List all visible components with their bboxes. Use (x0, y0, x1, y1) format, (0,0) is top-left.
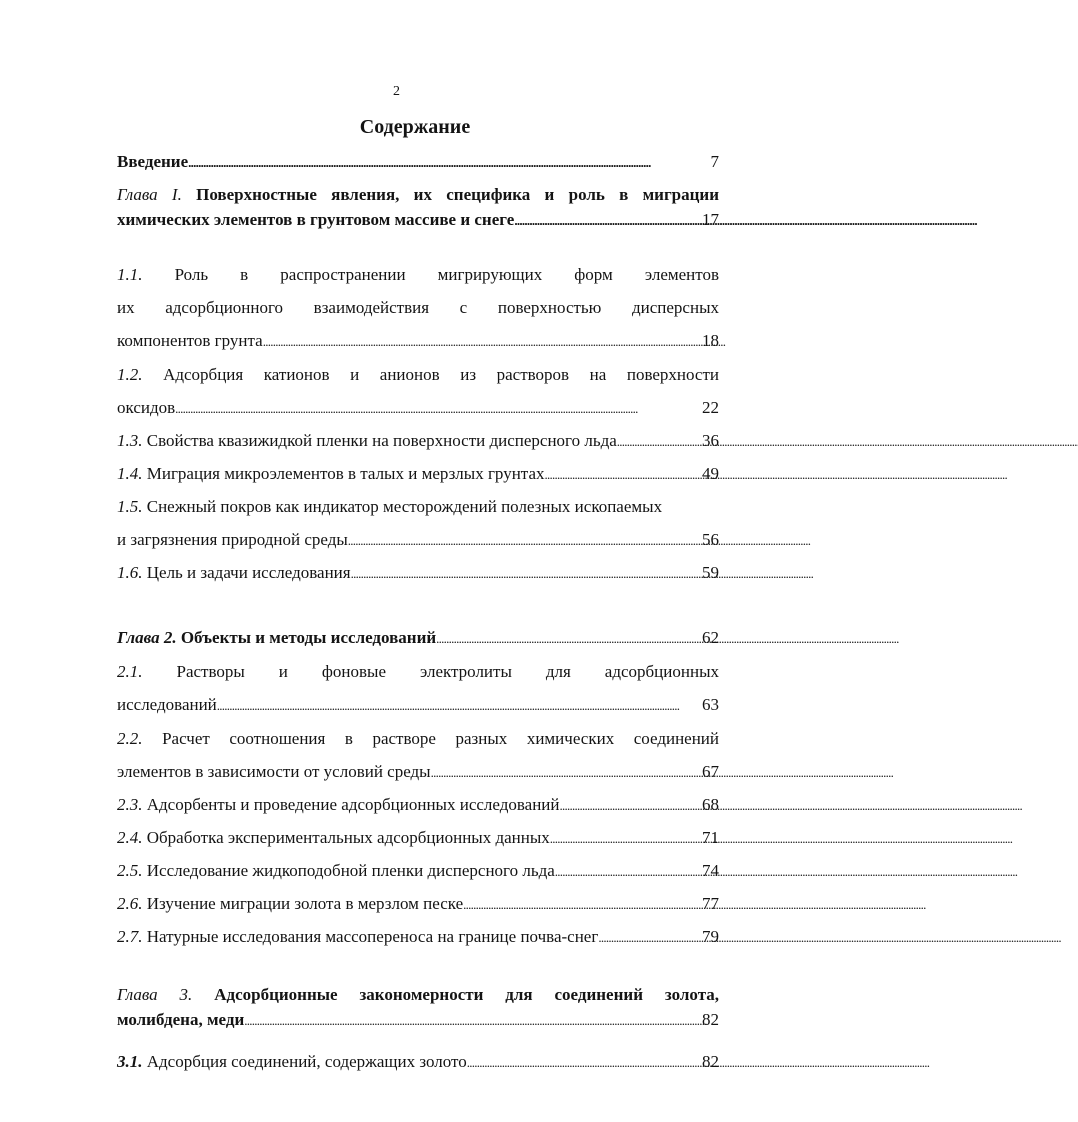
dot-leader (263, 330, 702, 353)
chapter-title: Объекты и методы исследований (180, 628, 437, 647)
dot-leader (560, 794, 702, 817)
chapter-title: Поверхностные явления, их специфика и роль в миграции (196, 185, 720, 204)
chapter-title: Адсорбционные закономерности для соединений золота, (214, 985, 720, 1004)
chapter-prefix: Глава 3. (117, 985, 193, 1004)
toc-chapter1-line1 (117, 184, 719, 206)
section-title: Снежный покров как индикатор месторождений полезных ископаемых (146, 497, 663, 516)
toc-s1_1-line3 (117, 330, 719, 352)
toc-s1_1-line1 (117, 264, 719, 286)
section-title: Свойства квазижидкой пленки на поверхности дисперсного льда (146, 431, 617, 450)
section-number: 2.4. (117, 828, 143, 847)
section-number: 2.2. (117, 729, 143, 748)
section-number: 1.2. (117, 365, 143, 384)
dot-leader (348, 529, 702, 552)
toc-s1_1-line2 (117, 297, 719, 319)
section-number: 2.3. (117, 795, 143, 814)
toc-s1_5-line2 (117, 529, 719, 551)
dot-leader (463, 893, 702, 916)
toc-s1_3 (117, 430, 719, 452)
toc-page: 56 (702, 530, 719, 549)
toc-s3_1 (117, 1051, 719, 1073)
section-title: Адсорбенты и проведение адсорбционных исследований (146, 795, 560, 814)
section-number: 1.4. (117, 464, 143, 483)
toc-page: 22 (702, 398, 719, 417)
section-title: Расчет соотношения в растворе разных химических соединений (162, 729, 719, 748)
toc-page: 79 (702, 927, 719, 946)
section-title: Роль в распространении мигрирующих форм элементов (174, 265, 720, 284)
toc-chapter2 (117, 627, 719, 649)
toc-page: 82 (702, 1010, 719, 1029)
dot-leader (175, 397, 702, 420)
toc-s2_5 (117, 860, 719, 882)
section-title: Обработка экспериментальных адсорбционных данных (146, 828, 550, 847)
toc-chapter3-line1 (117, 984, 719, 1006)
dot-leader (550, 827, 702, 850)
toc-chapter1-line2 (117, 209, 719, 231)
toc-label: Введение (117, 152, 189, 171)
dot-leader (431, 761, 702, 784)
section-number: 1.5. (117, 497, 143, 516)
chapter-prefix: Глава I. (117, 185, 182, 204)
dot-leader (351, 562, 702, 585)
toc-s2_2-line1 (117, 728, 719, 750)
toc-s1_2-line2 (117, 397, 719, 419)
toc-s1_5-line1 (117, 496, 719, 518)
toc-page: 77 (702, 894, 719, 913)
section-title-cont: элементов в зависимости от условий среды (117, 762, 431, 781)
section-title: Миграция микроэлементов в талых и мерзлых грунтах (146, 464, 545, 483)
toc-s1_2-line1 (117, 364, 719, 386)
chapter-title-cont: химических элементов в грунтовом массиве и снеге (117, 210, 515, 229)
dot-leader (514, 209, 702, 232)
toc-page: 62 (702, 628, 719, 647)
section-title: Исследование жидкоподобной пленки дисперсного льда (146, 861, 555, 880)
toc-page: 71 (702, 828, 719, 847)
dot-leader (217, 694, 702, 717)
dot-leader (555, 860, 702, 883)
section-title: Адсорбция соединений, содержащих золото (146, 1052, 467, 1071)
toc-s2_6 (117, 893, 719, 915)
toc-page: 74 (702, 861, 719, 880)
toc-s2_7 (117, 926, 719, 948)
section-title: Изучение миграции золота в мерзлом песке (146, 894, 464, 913)
section-number: 2.7. (117, 927, 143, 946)
dot-leader (617, 430, 702, 453)
toc-page: 7 (710, 152, 719, 171)
section-title: Адсорбция катионов и анионов из растворов на поверхности (163, 365, 720, 384)
toc-s2_1-line1 (117, 661, 719, 683)
section-title-cont: компонентов грунта (117, 331, 263, 350)
section-number: 2.1. (117, 662, 143, 681)
toc-page: 36 (702, 431, 719, 450)
section-title: Натурные исследования массопереноса на границе почва-снег (146, 927, 599, 946)
dot-leader (188, 151, 710, 174)
section-number: 2.6. (117, 894, 143, 913)
section-title-cont: их адсорбционного взаимодействия с поверхностью дисперсных (117, 298, 719, 317)
toc-s2_3 (117, 794, 719, 816)
toc-page: 17 (702, 210, 719, 229)
toc-s1_6 (117, 562, 719, 584)
toc-page: 68 (702, 795, 719, 814)
section-number: 1.1. (117, 265, 143, 284)
section-title: Цель и задачи исследования (146, 563, 351, 582)
toc-page: 49 (702, 464, 719, 483)
section-number: 3.1. (117, 1052, 143, 1071)
toc-page: 67 (702, 762, 719, 781)
section-number: 1.3. (117, 431, 143, 450)
toc-heading: Содержание (359, 116, 471, 138)
section-title-cont: и загрязнения природной среды (117, 530, 348, 549)
toc-entry-intro (117, 151, 719, 173)
toc-s1_4 (117, 463, 719, 485)
dot-leader (545, 463, 703, 486)
toc-s2_4 (117, 827, 719, 849)
toc-s2_2-line2 (117, 761, 719, 783)
section-title-cont: исследований (117, 695, 217, 714)
toc-chapter3-line2 (117, 1009, 719, 1031)
dot-leader (598, 926, 702, 949)
toc-page: 18 (702, 331, 719, 350)
toc-s2_1-line2 (117, 694, 719, 716)
dot-leader (467, 1051, 702, 1074)
section-number: 1.6. (117, 563, 143, 582)
toc-page: 82 (702, 1052, 719, 1071)
toc-page: 63 (702, 695, 719, 714)
section-title-cont: оксидов (117, 398, 176, 417)
dot-leader (436, 627, 702, 650)
chapter-title-cont: молибдена, меди (117, 1010, 245, 1029)
section-title: Растворы и фоновые электролиты для адсорбционных (176, 662, 719, 681)
toc-page: 59 (702, 563, 719, 582)
chapter-prefix: Глава 2. (117, 628, 177, 647)
dot-leader (244, 1009, 702, 1032)
section-number: 2.5. (117, 861, 143, 880)
page-number: 2 (393, 84, 400, 99)
